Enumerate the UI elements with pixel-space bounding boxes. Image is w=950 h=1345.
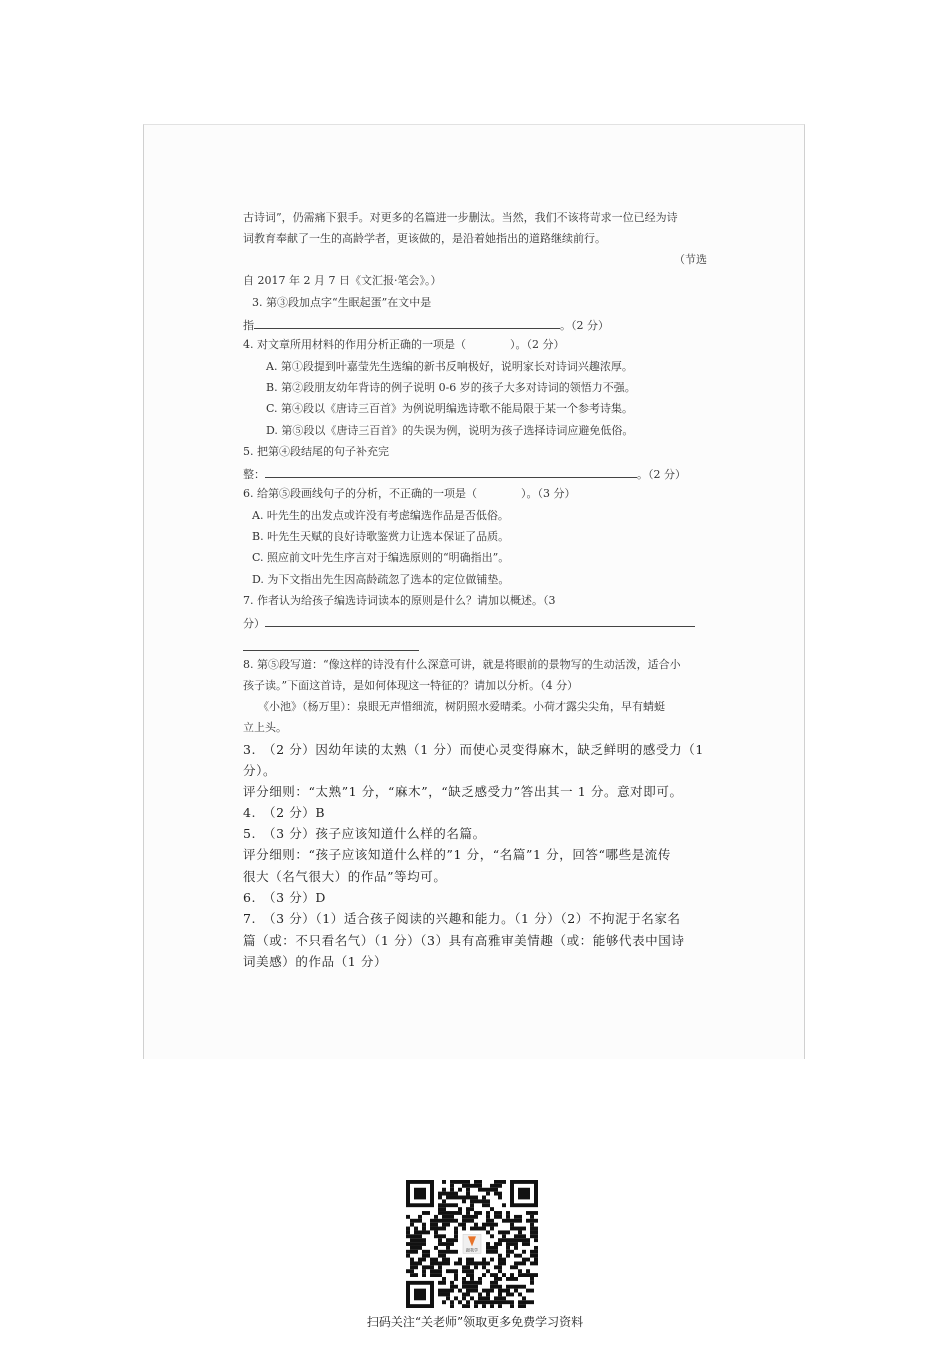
answer-blank-continued[interactable]	[243, 650, 419, 651]
question-5-blank-line	[243, 466, 686, 482]
passage-source: （节选	[674, 253, 707, 266]
qr-logo-text: 跟我学	[466, 1247, 478, 1253]
answer-7: 词美感）的作品（1 分）	[243, 954, 388, 969]
question-8: 8. 第⑤段写道：“像这样的诗没有什么深意可讲，就是将眼前的景物写的生动活泼，适合小	[243, 658, 681, 671]
answer-5-scoring: 很大（名气很大）的作品”等均可。	[243, 869, 447, 884]
answer-3: 分）。	[243, 763, 277, 778]
option-d: D. 为下文指出先生因高龄疏忽了选本的定位做铺垫。	[252, 573, 510, 586]
option-a: A. 第①段提到叶嘉莹先生选编的新书反响极好，说明家长对诗词兴趣浓厚。	[266, 360, 633, 373]
option-b: B. 第②段朋友幼年背诗的例子说明 0-6 岁的孩子大多对诗词的领悟力不强。	[266, 381, 636, 394]
question-8: 孩子读。”下面这首诗，是如何体现这一特征的？请加以分析。（4 分）	[243, 679, 579, 692]
question-7-blank-line	[243, 615, 695, 631]
question-7: 7. 作者认为给孩子编选诗词读本的原则是什么？请加以概述。（3	[243, 594, 556, 607]
answer-blank[interactable]	[254, 317, 560, 329]
qr-code-image	[406, 1180, 538, 1308]
answer-5-scoring: 评分细则：“孩子应该知道什么样的”1 分，“名篇”1 分，回答“哪些是流传	[243, 847, 672, 862]
answer-3: 3. （2 分）因幼年读的太熟（1 分）而使心灵变得麻木，缺乏鲜明的感受力（1	[243, 742, 704, 757]
option-c: C. 照应前文叶先生序言对于编选原则的“明确指出”。	[252, 551, 510, 564]
answer-6: 6. （3 分）D	[243, 890, 327, 905]
question-7-prefix: 分）	[243, 617, 265, 630]
passage-source: 自 2017 年 2 月 7 日《文汇报·笔会》。）	[243, 274, 442, 287]
question-6: 6. 给第⑤段画线句子的分析，不正确的一项是（ ）。（3 分）	[243, 487, 576, 500]
poem: 立上头。	[243, 721, 287, 734]
footer-caption: 扫码关注“关老师”领取更多免费学习资料	[366, 1315, 584, 1329]
option-c: C. 第④段以《唐诗三百首》为例说明编选诗歌不能局限于某一个参考诗集。	[266, 402, 634, 415]
qr-code[interactable]	[406, 1180, 538, 1308]
question-3-blank-line	[243, 317, 609, 333]
question-3: 3. 第③段加点字“生眠起蛋”在文中是	[252, 296, 432, 309]
answer-3-scoring: 评分细则：“太熟”1 分，“麻木”，“缺乏感受力”答出其一 1 分。意对即可。	[243, 784, 683, 799]
question-5-prefix: 整：	[243, 468, 265, 481]
question-5: 5. 把第④段结尾的句子补充完	[243, 445, 389, 458]
answer-blank[interactable]	[265, 466, 637, 478]
question-4: 4. 对文章所用材料的作用分析正确的一项是（ ）。（2 分）	[243, 338, 565, 351]
answer-5: 5. （3 分）孩子应该知道什么样的名篇。	[243, 826, 486, 841]
option-b: B. 叶先生天赋的良好诗歌鉴赏力让选本保证了品质。	[252, 530, 510, 543]
passage-line: 古诗词”，仍需痛下狠手。对更多的名篇进一步删汰。当然，我们不该将苛求一位已经为诗	[243, 211, 678, 224]
poem: 《小池》（杨万里）：泉眼无声惜细流，树阴照水爱晴柔。小荷才露尖尖角，早有蜻蜓	[258, 700, 665, 713]
passage-line: 词教育奉献了一生的高龄学者，更该做的，是沿着她指出的道路继续前行。	[243, 232, 606, 245]
answer-blank[interactable]	[265, 615, 695, 627]
option-a: A. 叶先生的出发点或许没有考虑编选作品是否低俗。	[252, 509, 509, 522]
question-5-score: 。（2 分）	[637, 468, 686, 481]
answer-4: 4. （2 分）B	[243, 805, 326, 820]
option-d: D. 第⑤段以《唐诗三百首》的失误为例，说明为孩子选择诗词应避免低俗。	[266, 424, 634, 437]
answer-7: 7. （3 分）（1）适合孩子阅读的兴趣和能力。（1 分）（2）不拘泥于名家名	[243, 911, 681, 926]
answer-7: 篇（或：不只看名气）（1 分）（3）具有高雅审美情趣（或：能够代表中国诗	[243, 933, 685, 948]
question-3-prefix: 指	[243, 319, 254, 332]
question-3-score: 。（2 分）	[560, 319, 609, 332]
